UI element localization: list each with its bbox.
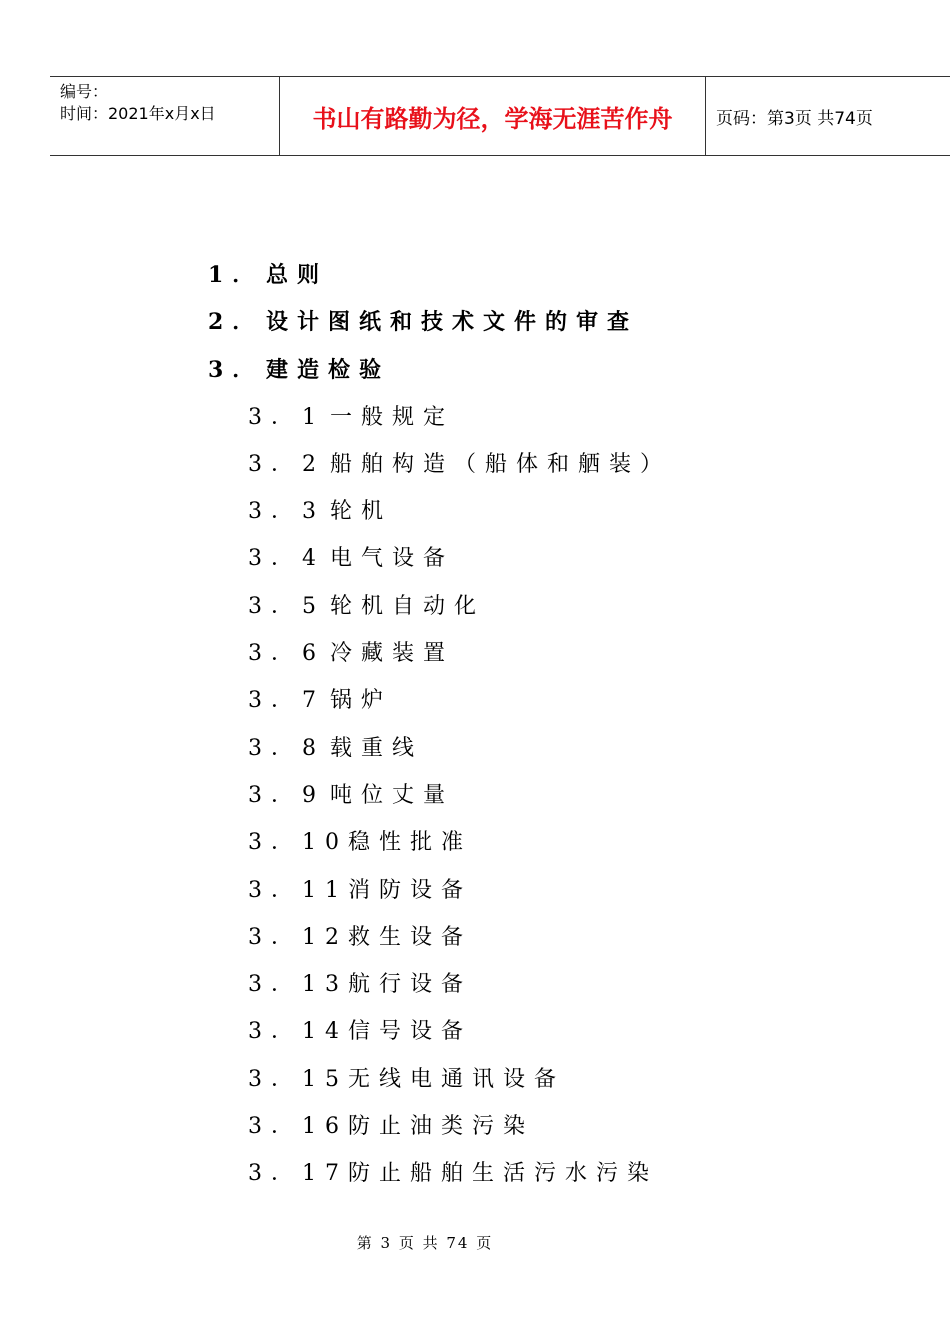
toc-subitem bbox=[248, 1062, 565, 1093]
toc-item-number: 3．7 bbox=[248, 688, 325, 713]
toc-item-number: 3．16 bbox=[248, 1114, 348, 1139]
toc-item-number: 3．5 bbox=[248, 594, 325, 619]
toc-subitem bbox=[248, 541, 454, 572]
toc-item-title: 总则 bbox=[266, 262, 329, 288]
header-page-info: 页码：第3页 共74页 bbox=[716, 108, 873, 129]
footer-page-number: 第 3 页 共 74 页 bbox=[356, 1234, 494, 1252]
toc-item-number: 3．13 bbox=[248, 972, 348, 997]
toc-subitem bbox=[248, 873, 472, 904]
toc-item-number: 3．3 bbox=[248, 499, 325, 524]
toc-subitem bbox=[248, 400, 454, 431]
toc-item-number: 3． bbox=[208, 357, 264, 383]
toc-subitem bbox=[248, 920, 472, 951]
toc-item-number: 3．15 bbox=[248, 1067, 348, 1092]
toc-subitem bbox=[248, 1109, 534, 1140]
toc-item-number: 3．11 bbox=[248, 878, 348, 903]
toc-item-title: 救生设备 bbox=[348, 925, 473, 950]
toc-item-number: 3．2 bbox=[248, 452, 325, 477]
document-number-label: 编号： bbox=[60, 82, 109, 101]
toc-item bbox=[208, 353, 390, 384]
toc-item-title: 设计图纸和技术文件的审查 bbox=[266, 309, 639, 335]
toc-subitem bbox=[248, 731, 423, 762]
toc-item-title: 航行设备 bbox=[348, 972, 473, 997]
toc-item-title: 电气设备 bbox=[330, 546, 455, 571]
toc-item-title: 船舶构造（船体和舾装） bbox=[330, 452, 672, 477]
toc-item-title: 消防设备 bbox=[348, 878, 473, 903]
toc-item-title: 轮机 bbox=[330, 499, 393, 524]
toc-subitem bbox=[248, 825, 472, 856]
page-footer bbox=[0, 1232, 950, 1253]
toc-item-number: 3．9 bbox=[248, 783, 325, 808]
toc-subitem bbox=[248, 447, 671, 478]
toc-item-number: 2． bbox=[208, 309, 264, 335]
toc-item-number: 3．6 bbox=[248, 641, 325, 666]
toc-item-title: 稳性批准 bbox=[348, 830, 473, 855]
header-motto: 书山有路勤为径，学海无涯苦作舟 bbox=[280, 77, 706, 155]
toc-item-number: 3．17 bbox=[248, 1161, 348, 1186]
toc-item-number: 3．8 bbox=[248, 736, 325, 761]
toc-subitem bbox=[248, 636, 454, 667]
toc-subitem bbox=[248, 1014, 472, 1045]
toc-item-number: 3．4 bbox=[248, 546, 325, 571]
toc-item-title: 防止油类污染 bbox=[348, 1114, 535, 1139]
toc-item-title: 信号设备 bbox=[348, 1019, 473, 1044]
toc-item-title: 建造检验 bbox=[266, 357, 391, 383]
toc-item-number: 1． bbox=[208, 262, 264, 288]
toc-subitem bbox=[248, 589, 485, 620]
toc-item bbox=[208, 305, 638, 336]
toc-subitem bbox=[248, 683, 392, 714]
toc-item-title: 锅炉 bbox=[330, 688, 393, 713]
toc-item bbox=[208, 258, 328, 289]
toc-item-number: 3．1 bbox=[248, 405, 325, 430]
toc-item-title: 吨位丈量 bbox=[330, 783, 455, 808]
toc-item-title: 轮机自动化 bbox=[330, 594, 486, 619]
toc-item-number: 3．10 bbox=[248, 830, 348, 855]
toc-subitem bbox=[248, 778, 454, 809]
toc-item-number: 3．14 bbox=[248, 1019, 348, 1044]
toc-subitem bbox=[248, 967, 472, 998]
toc-item-title: 防止船舶生活污水污染 bbox=[348, 1161, 659, 1186]
document-date: 时间：2021年x月x日 bbox=[60, 104, 216, 123]
toc-item-title: 一般规定 bbox=[330, 405, 455, 430]
toc-item-title: 冷藏装置 bbox=[330, 641, 455, 666]
toc-item-title: 无线电通讯设备 bbox=[348, 1067, 566, 1092]
toc-item-number: 3．12 bbox=[248, 925, 348, 950]
toc-item-title: 载重线 bbox=[330, 736, 424, 761]
toc-subitem bbox=[248, 494, 392, 525]
toc-subitem bbox=[248, 1156, 658, 1187]
